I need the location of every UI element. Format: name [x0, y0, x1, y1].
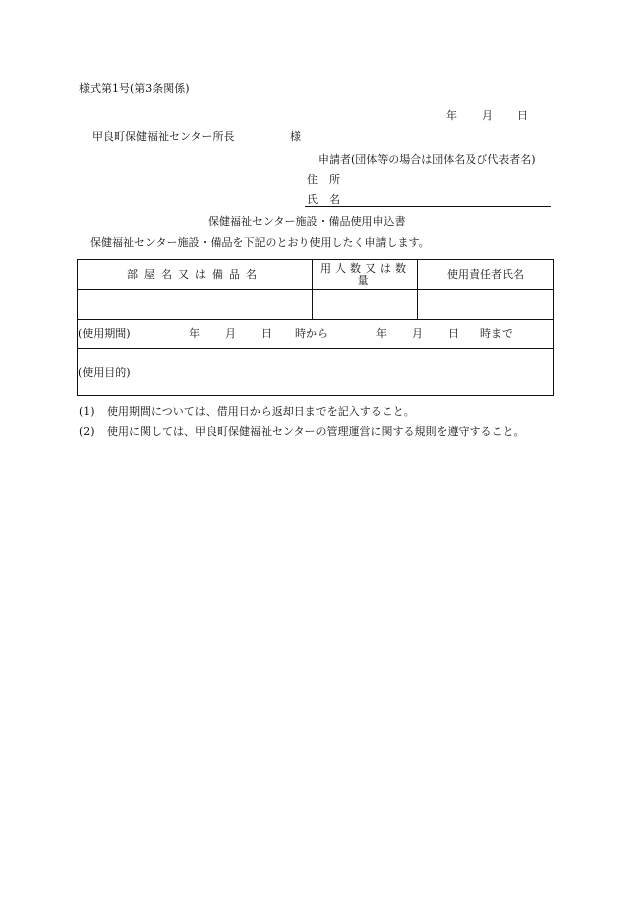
- date-year-label: 年: [446, 109, 457, 122]
- application-table: [77, 259, 554, 396]
- usage-purpose-cell[interactable]: [78, 349, 554, 396]
- period-to-day: 日: [448, 327, 459, 340]
- note-number: (1): [79, 405, 95, 418]
- applicant-label: 申請者(団体等の場合は団体名及び代表者名): [318, 153, 536, 166]
- period-to-year: 年: [376, 327, 387, 340]
- header-responsible-person: 使用責任者氏名: [418, 260, 554, 290]
- date-day-label: 日: [517, 109, 528, 122]
- table-header-row: [78, 260, 554, 290]
- period-from-month: 月: [225, 327, 236, 340]
- period-from-year: 年: [189, 327, 200, 340]
- addressee-honorific: 様: [290, 130, 301, 143]
- date-month-label: 月: [482, 109, 493, 122]
- applicant-name-underline: [305, 206, 551, 207]
- header-people-or-quantity: 用人数又は数量: [313, 260, 418, 290]
- note-number: (2): [79, 425, 95, 438]
- applicant-address-label: 住 所: [307, 173, 340, 186]
- usage-purpose-row: [78, 349, 554, 396]
- table-entry-row: [78, 290, 554, 320]
- usage-period-cell[interactable]: [78, 320, 554, 349]
- header-room-or-item: 部屋名又は備品名: [78, 260, 313, 290]
- note-item: [79, 406, 95, 417]
- applicant-name-label: 氏 名: [307, 193, 340, 206]
- addressee-name: 甲良町保健福祉センター所長: [92, 130, 235, 143]
- people-or-quantity-cell[interactable]: [313, 290, 418, 320]
- usage-purpose-label: (使用目的): [78, 365, 131, 379]
- form-title: 保健福祉センター施設・備品使用申込書: [208, 215, 406, 228]
- note-item: [79, 426, 95, 437]
- note-text: 使用期間については、借用日から返却日までを記入すること。: [107, 405, 415, 418]
- form-number: 様式第1号(第3条関係): [79, 82, 190, 95]
- period-from-suffix: 時から: [295, 327, 328, 340]
- responsible-person-cell[interactable]: [418, 290, 554, 320]
- period-to-month: 月: [412, 327, 423, 340]
- room-or-item-cell[interactable]: [78, 290, 313, 320]
- usage-period-label: (使用期間): [78, 327, 131, 340]
- period-from-day: 日: [261, 327, 272, 340]
- period-to-suffix: 時まで: [480, 327, 513, 340]
- intro-text: 保健福祉センター施設・備品を下記のとおり使用したく申請します。: [90, 236, 430, 249]
- usage-period-row: [78, 320, 554, 349]
- note-text: 使用に関しては、甲良町保健福祉センターの管理運営に関する規則を遵守すること。: [107, 425, 525, 438]
